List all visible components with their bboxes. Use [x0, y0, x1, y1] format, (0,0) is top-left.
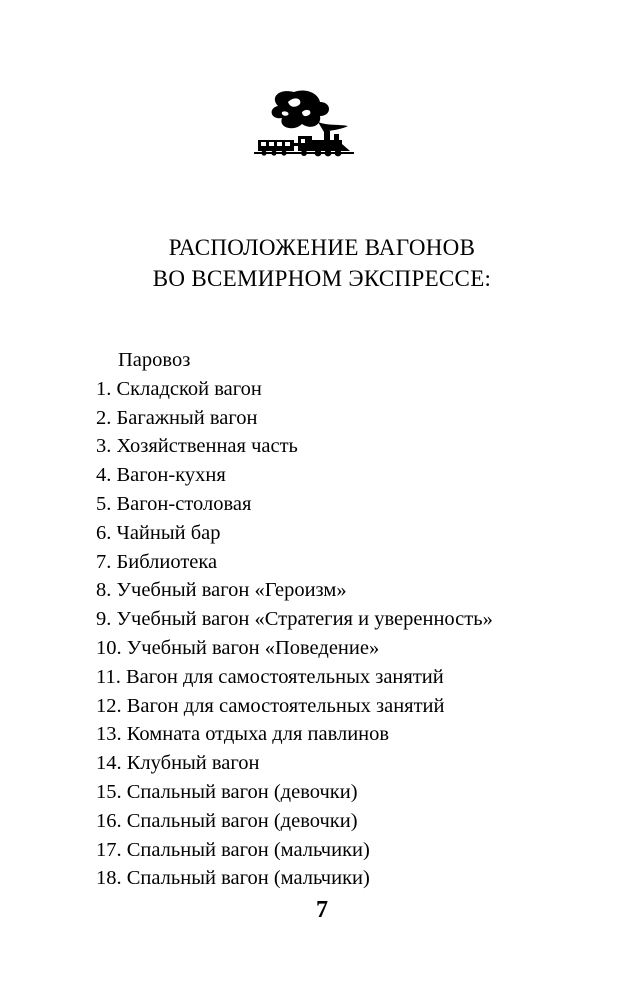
title-line-2: ВО ВСЕМИРНОМ ЭКСПРЕССЕ:: [152, 266, 492, 291]
list-item: 16. Спальный вагон (девочки): [96, 809, 358, 832]
list-item: 17. Спальный вагон (мальчики): [96, 838, 370, 861]
car-list: [96, 346, 493, 893]
list-item: 15. Спальный вагон (девочки): [96, 780, 358, 803]
list-item: 4. Вагон-кухня: [96, 464, 226, 487]
list-item: 12. Вагон для самостоятельных занятий: [96, 694, 445, 717]
list-item: 6. Чайный бар: [96, 521, 221, 544]
list-item: 14. Клубный вагон: [96, 752, 260, 775]
list-item: 2. Багажный вагон: [96, 406, 258, 429]
list-item: 1. Складской вагон: [96, 377, 262, 400]
list-item: 9. Учебный вагон «Стратегия и уверенность»: [96, 608, 493, 631]
title-line-1: РАСПОЛОЖЕНИЕ ВАГОНОВ: [168, 235, 476, 260]
list-item: 10. Учебный вагон «Поведение»: [96, 636, 380, 659]
page-title: [0, 232, 644, 294]
list-item: 11. Вагон для самостоятельных занятий: [96, 665, 444, 688]
list-item: 13. Комната отдыха для павлинов: [96, 723, 390, 746]
list-item: 5. Вагон-столовая: [96, 492, 252, 515]
list-item: Паровоз: [118, 349, 191, 371]
list-item: 7. Библиотека: [96, 550, 218, 573]
list-item: 3. Хозяйственная часть: [96, 435, 298, 458]
page-number: 7: [316, 897, 328, 923]
list-item: 18. Спальный вагон (мальчики): [96, 867, 370, 890]
list-item: 8. Учебный вагон «Героизм»: [96, 579, 347, 602]
steam-train-icon: [248, 86, 368, 160]
